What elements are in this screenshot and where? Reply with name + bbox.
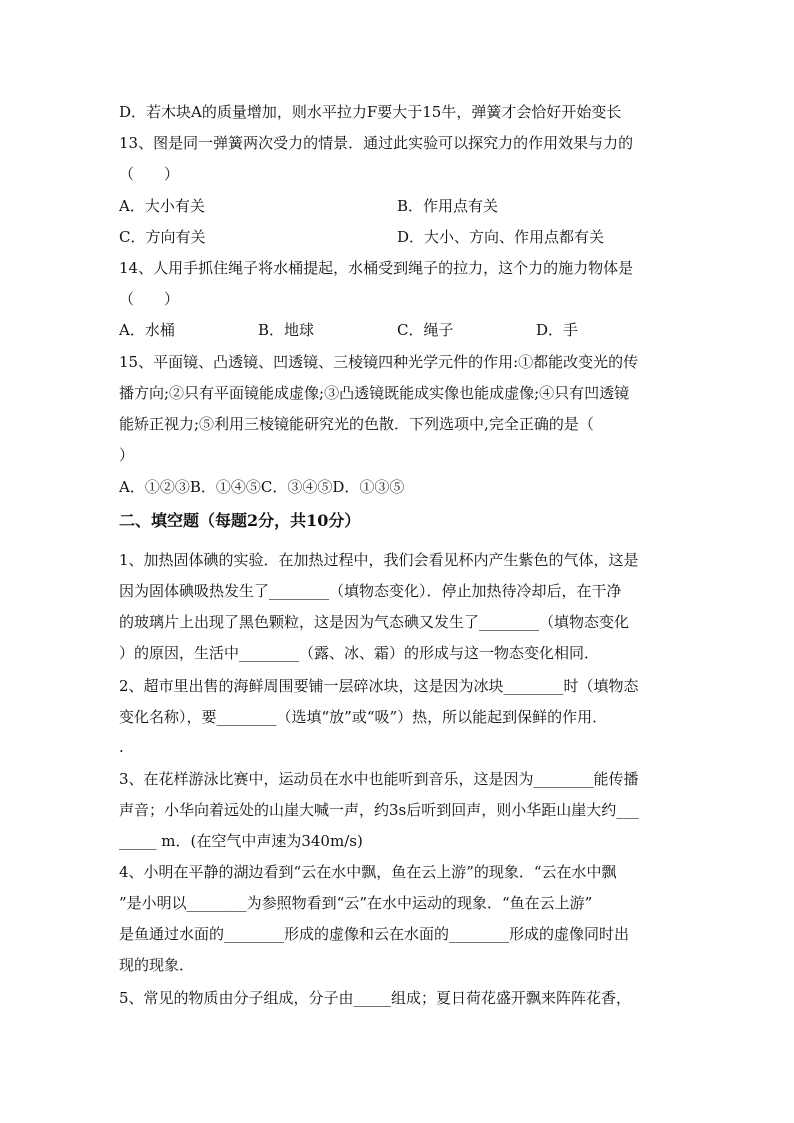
fill3-line1: 3、在花样游泳比赛中，运动员在水中也能听到音乐，这是因为________能传播 [119, 770, 639, 788]
q12-option-d: D．若木块A的质量增加，则水平拉力F要大于15牛，弹簧才会恰好开始变长 [119, 103, 622, 121]
q14-option-a: A．水桶 [119, 321, 175, 339]
fill2-line1: 2、超市里出售的海鲜周围要铺一层碎冰块，这是因为冰块________时（填物态 [119, 677, 639, 695]
q15-stem-line4: ） [119, 446, 135, 464]
q13-option-d: D．大小、方向、作用点都有关 [397, 228, 605, 246]
q13-option-c: C．方向有关 [119, 228, 206, 246]
q13-option-a: A．大小有关 [119, 197, 205, 215]
fill1-line3: 的玻璃片上出现了黑色颗粒，这是因为气态碘又发生了________（填物态变化 [119, 613, 630, 631]
section-heading: 二、填空题（每题2分，共10分） [119, 511, 361, 530]
fill4-line4: 现的现象． [119, 956, 195, 974]
fill2-line2: 变化名称），要________（选填“放”或“吸”）热，所以能起到保鲜的作用． [119, 708, 608, 726]
fill4-line3: 是鱼通过水面的________形成的虚像和云在水面的________形成的虚像同时出 [119, 925, 630, 943]
q13-stem-paren: （ ） [119, 165, 180, 183]
q13-stem: 13、图是同一弹簧两次受力的情景．通过此实验可以探究力的作用效果与力的 [119, 134, 634, 152]
fill2-line3: . [119, 738, 124, 756]
q14-stem: 14、人用手抓住绳子将水桶提起，水桶受到绳子的拉力，这个力的施力物体是 [119, 259, 634, 277]
q14-option-d: D．手 [536, 321, 579, 339]
fill4-line2: ”是小明以________为参照物看到“云”在水中运动的现象．“鱼在云上游” [119, 894, 593, 912]
fill3-line3: _____ m．(在空气中声速为340m/s) [119, 832, 363, 850]
q15-options: A．①②③B．①④⑤C．③④⑤D．①③⑤ [119, 478, 405, 496]
fill5-line1: 5、常见的物质由分子组成，分子由_____组成；夏日荷花盛开飘来阵阵花香， [119, 989, 632, 1007]
q14-option-c: C．绳子 [397, 321, 454, 339]
fill1-line2: 因为固体碘吸热发生了________（填物态变化）．停止加热待冷却后，在干净 [119, 582, 622, 600]
fill1-line4: ）的原因，生活中________（露、冰、霜）的形成与这一物态变化相同． [119, 644, 600, 662]
q15-stem-line2: 播方向;②只有平面镜能成虚像;③凸透镜既能成实像也能成虚像;④只有凹透镜 [119, 384, 630, 402]
fill1-line1: 1、加热固体碘的实验．在加热过程中，我们会看见杯内产生紫色的气体，这是 [119, 551, 639, 569]
fill3-line2: 声音；小华向着远处的山崖大喊一声，约3s后听到回声，则小华距山崖大约___ [119, 801, 639, 819]
q13-option-b: B．作用点有关 [397, 197, 499, 215]
fill4-line1: 4、小明在平静的湖边看到“云在水中飘，鱼在云上游”的现象．“云在水中飘 [119, 863, 617, 881]
q14-stem-paren: （ ） [119, 290, 180, 308]
q15-stem-line3: 能矫正视力;⑤利用三棱镜能研究光的色散．下列选项中,完全正确的是（ [119, 415, 594, 433]
q15-stem-line1: 15、平面镜、凸透镜、凹透镜、三棱镜四种光学元件的作用:①都能改变光的传 [119, 353, 639, 371]
q14-option-b: B．地球 [258, 321, 315, 339]
